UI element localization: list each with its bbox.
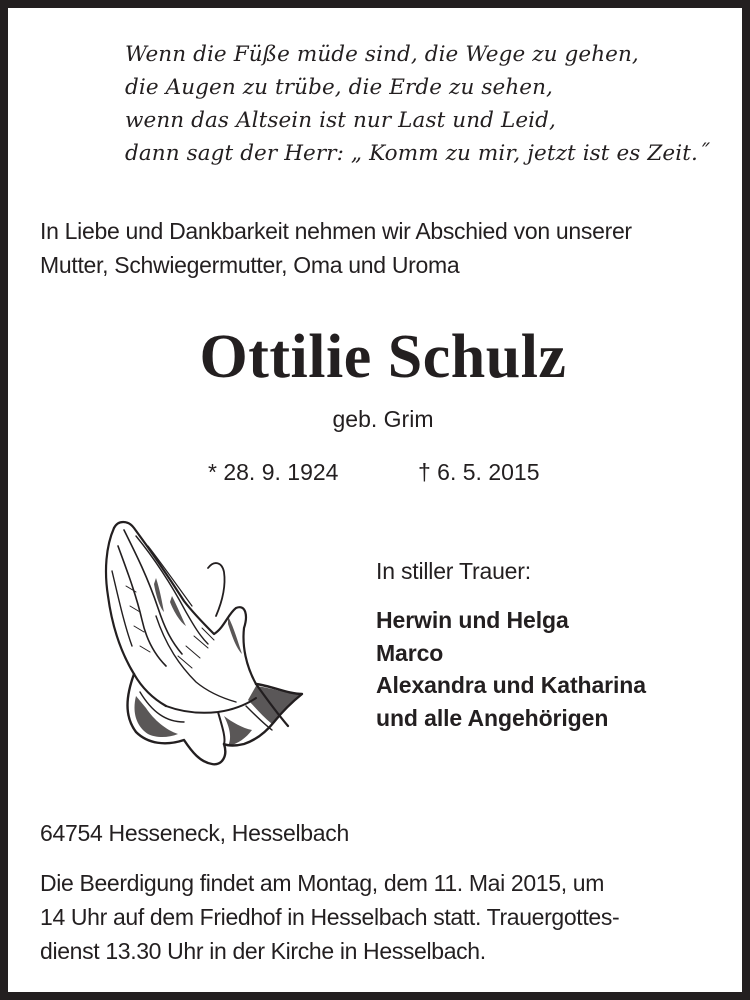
- death-date: † 6. 5. 2015: [418, 459, 540, 485]
- poem-line: Wenn die Füße müde sind, die Wege zu gehen,: [125, 42, 639, 67]
- intro-line: In Liebe und Dankbarkeit nehmen wir Abschied von unserer: [40, 218, 632, 244]
- praying-hands-icon: [96, 516, 311, 771]
- mourner-name: Alexandra und Katharina: [376, 672, 646, 698]
- mourners-block: [376, 556, 736, 734]
- deceased-name: Ottilie Schulz: [199, 323, 567, 391]
- maiden-name: geb. Grim: [332, 406, 434, 432]
- mourner-names: [376, 604, 736, 734]
- intro-text: [40, 214, 740, 282]
- mourner-name: Marco: [376, 639, 444, 666]
- poem-line: wenn das Altsein ist nur Last und Leid,: [125, 108, 556, 133]
- mourner-name: und alle Angehörigen: [376, 704, 609, 731]
- intro-line: Mutter, Schwiegermutter, Oma und Uroma: [40, 252, 460, 278]
- funeral-info: [40, 866, 740, 968]
- mourner-name: Herwin und Helga: [376, 607, 569, 633]
- funeral-line: Die Beerdigung findet am Montag, dem 11. Mai 2015, um: [40, 870, 605, 896]
- funeral-line: dienst 13.30 Uhr in der Kirche in Hesselbach.: [40, 938, 486, 964]
- funeral-line: 14 Uhr auf dem Friedhof in Hesselbach statt. Trauergottes-: [40, 904, 620, 930]
- poem-line: dann sagt der Herr: „ Komm zu mir, jetzt ist es Zeit.˝: [125, 141, 709, 166]
- poem: [125, 38, 725, 170]
- birth-date: * 28. 9. 1924: [208, 459, 339, 485]
- mourning-label: In stiller Trauer:: [376, 558, 531, 584]
- poem-line: die Augen zu trübe, die Erde zu sehen,: [125, 75, 553, 100]
- address: 64754 Hesseneck, Hesselbach: [40, 820, 349, 846]
